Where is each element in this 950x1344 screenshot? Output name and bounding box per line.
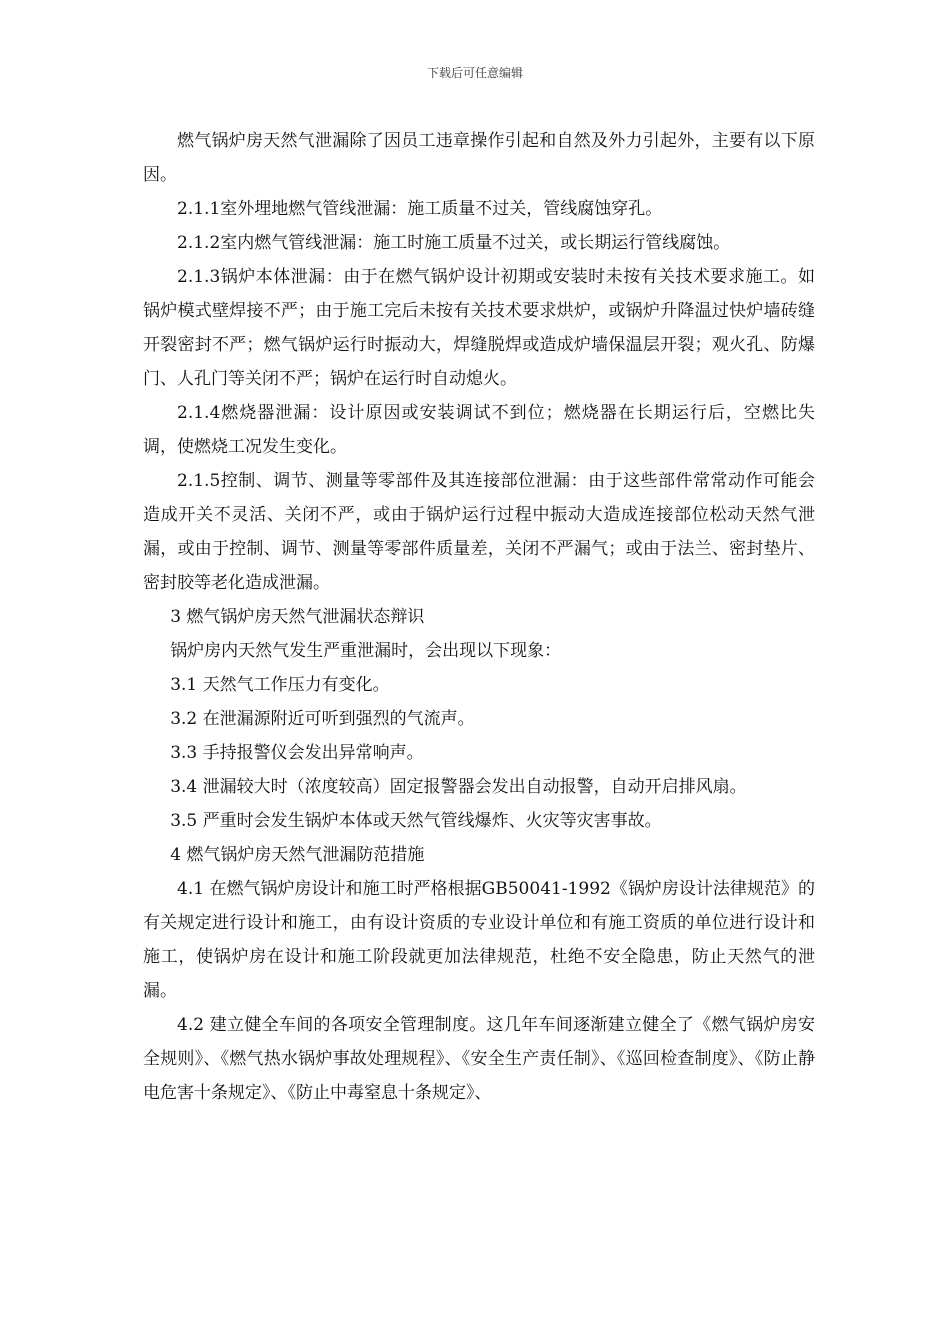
section-heading-3: 3 燃气锅炉房天然气泄漏状态辩识 — [170, 607, 425, 627]
paragraph-3-5: 3.5 严重时会发生锅炉本体或天然气管线爆炸、火灾等灾害事故。 — [170, 811, 662, 831]
paragraph-2-1-4: 2.1.4燃烧器泄漏：设计原因或安装调试不到位；燃烧器在长期运行后，空燃比失调，使燃烧工况发生变化。 — [143, 403, 815, 457]
paragraph-2-1-3: 2.1.3锅炉本体泄漏：由于在燃气锅炉设计初期或安装时未按有关技术要求施工。如锅炉模式壁焊接不严；由于施工完后未按有关技术要求烘炉，或锅炉升降温过快炉墙砖缝开裂密封不严；燃气锅炉运行时振动大，焊缝脱焊或造成炉墙保温层开裂；观火孔、防爆门、人孔门等关闭不严；锅炉在运行时自动熄火。 — [143, 267, 815, 389]
document-body — [143, 124, 815, 1110]
paragraph-3-intro: 锅炉房内天然气发生严重泄漏时，会出现以下现象： — [170, 641, 562, 661]
page-header: 下载后可任意编辑 — [426, 66, 523, 80]
paragraph-2-1-5: 2.1.5控制、调节、测量等零部件及其连接部位泄漏：由于这些部件常常动作可能会造成开关不灵活、关闭不严，或由于锅炉运行过程中振动大造成连接部位松动天然气泄漏，或由于控制、调节、测量等零部件质量差，关闭不严漏气；或由于法兰、密封垫片、密封胶等老化造成泄漏。 — [143, 471, 815, 593]
paragraph-2-1-2: 2.1.2室内燃气管线泄漏：施工时施工质量不过关，或长期运行管线腐蚀。 — [177, 233, 731, 253]
paragraph-3-4: 3.4 泄漏较大时（浓度较高）固定报警器会发出自动报警，自动开启排风扇。 — [170, 777, 747, 797]
section-heading-4: 4 燃气锅炉房天然气泄漏防范措施 — [170, 845, 425, 865]
paragraph-3-2: 3.2 在泄漏源附近可听到强烈的气流声。 — [170, 709, 475, 729]
paragraph-3-3: 3.3 手持报警仪会发出异常响声。 — [170, 743, 424, 763]
paragraph-2-1-1: 2.1.1室外埋地燃气管线泄漏：施工质量不过关，管线腐蚀穿孔。 — [177, 199, 663, 219]
paragraph-4-1: 4.1 在燃气锅炉房设计和施工时严格根据GB50041-1992《锅炉房设计法律规范》的有关规定进行设计和施工，由有设计资质的专业设计单位和有施工资质的单位进行设计和施工，使锅炉房在设计和施工阶段就更加法律规范，杜绝不安全隐患，防止天然气的泄漏。 — [143, 879, 815, 1001]
paragraph-4-2: 4.2 建立健全车间的各项安全管理制度。这几年车间逐渐建立健全了《燃气锅炉房安全规则》、《燃气热水锅炉事故处理规程》、《安全生产责任制》、《巡回检查制度》、《防止静电危害十条规定》、《防止中毒窒息十条规定》、 — [143, 1015, 815, 1103]
paragraph-intro: 燃气锅炉房天然气泄漏除了因员工违章操作引起和自然及外力引起外，主要有以下原因。 — [143, 131, 815, 185]
paragraph-3-1: 3.1 天然气工作压力有变化。 — [170, 675, 390, 695]
